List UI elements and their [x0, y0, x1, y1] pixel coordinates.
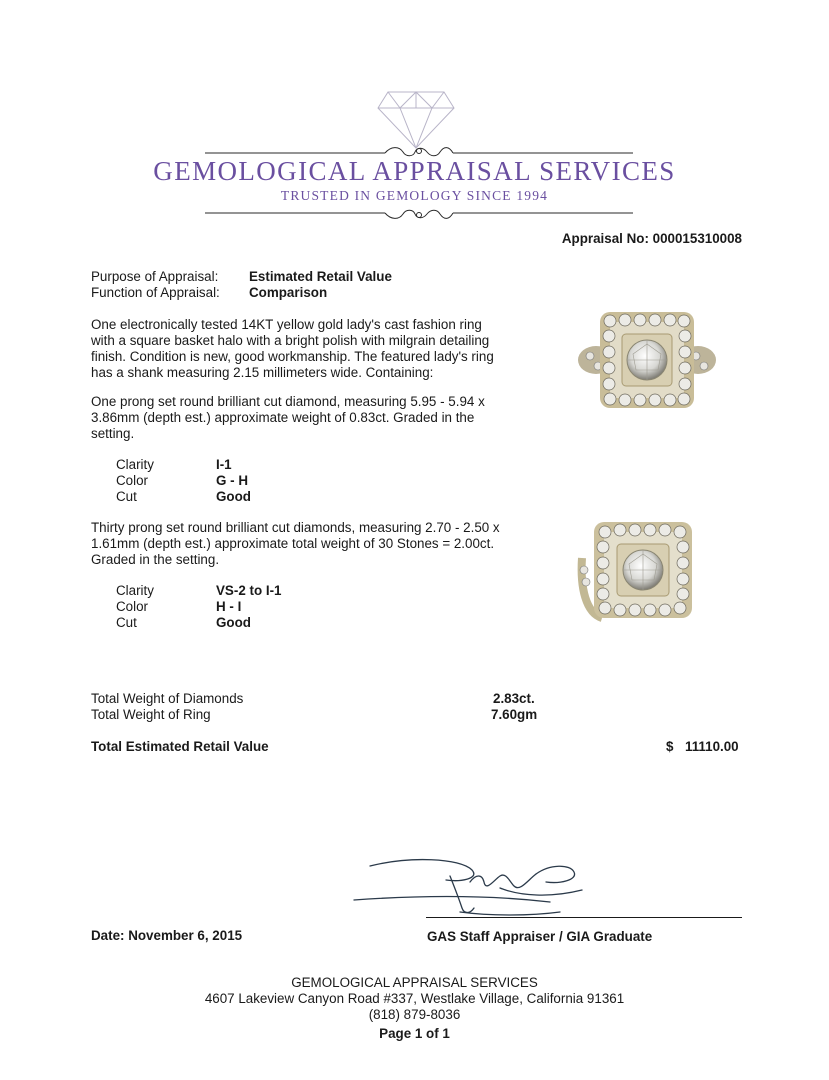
total-diamonds-value: 2.83ct.	[493, 691, 535, 706]
brand-name: GEMOLOGICAL APPRAISAL SERVICES	[153, 156, 676, 186]
footer-company: GEMOLOGICAL APPRAISAL SERVICES	[291, 975, 538, 990]
total-ring-value: 7.60gm	[491, 707, 538, 722]
total-ring-label: Total Weight of Ring	[91, 707, 211, 722]
header-divider-bottom	[205, 203, 633, 223]
purpose-label: Purpose of Appraisal:	[91, 269, 219, 284]
purpose-value: Estimated Retail Value	[249, 269, 392, 284]
footer-phone: (818) 879-8036	[368, 1007, 461, 1022]
total-retail-label: Total Estimated Retail Value	[91, 739, 269, 754]
side-stones-description: Thirty prong set round brilliant cut diamonds, measuring 2.70 - 2.50 x 1.61mm (depth est.) approximate total weight of 30 Stones = 2.00ct. Graded in the setting.	[91, 520, 500, 567]
side-color-label: Color	[116, 599, 148, 614]
center-stone-description: One prong set round brilliant cut diamond, measuring 5.95 - 5.94 x 3.86mm (depth est.) approximate weight of 0.83ct. Graded in the setting.	[91, 394, 485, 441]
center-color-label: Color	[116, 473, 148, 488]
function-label: Function of Appraisal:	[91, 285, 220, 300]
appraisal-date: Date: November 6, 2015	[91, 928, 243, 943]
ring-photo-top	[572, 308, 722, 413]
total-retail-currency: $	[666, 739, 674, 754]
side-cut-label: Cut	[116, 615, 137, 630]
center-clarity-value: I-1	[216, 457, 232, 472]
footer-address: 4607 Lakeview Canyon Road #337, Westlake Village, California 91361	[204, 991, 625, 1006]
ring-photo-bottom	[572, 518, 722, 623]
center-cut-label: Cut	[116, 489, 137, 504]
side-cut-value: Good	[216, 615, 251, 630]
item-description: One electronically tested 14KT yellow gold lady's cast fashion ring with a square basket halo with a bright polish with milgrain detailing finish. Condition is new, good workmanship. The featured lady's ring has a shank measuring 2.15 millimeters wide. Containing:	[91, 317, 494, 380]
diamond-icon	[376, 88, 456, 150]
brand-tagline: TRUSTED IN GEMOLOGY SINCE 1994	[280, 188, 549, 203]
page-number: Page 1 of 1	[379, 1026, 450, 1041]
function-value: Comparison	[249, 285, 328, 300]
side-clarity-value: VS-2 to I-1	[216, 583, 282, 598]
appraisal-number: Appraisal No: 000015310008	[561, 231, 742, 246]
side-clarity-label: Clarity	[116, 583, 154, 598]
center-color-value: G - H	[216, 473, 248, 488]
appraiser-title: GAS Staff Appraiser / GIA Graduate	[427, 929, 653, 944]
side-color-value: H - I	[216, 599, 242, 614]
center-clarity-label: Clarity	[116, 457, 154, 472]
total-diamonds-label: Total Weight of Diamonds	[91, 691, 244, 706]
center-cut-value: Good	[216, 489, 251, 504]
signature-line	[426, 917, 742, 918]
appraiser-signature	[350, 852, 600, 922]
total-retail-value: 11110.00	[685, 739, 739, 754]
